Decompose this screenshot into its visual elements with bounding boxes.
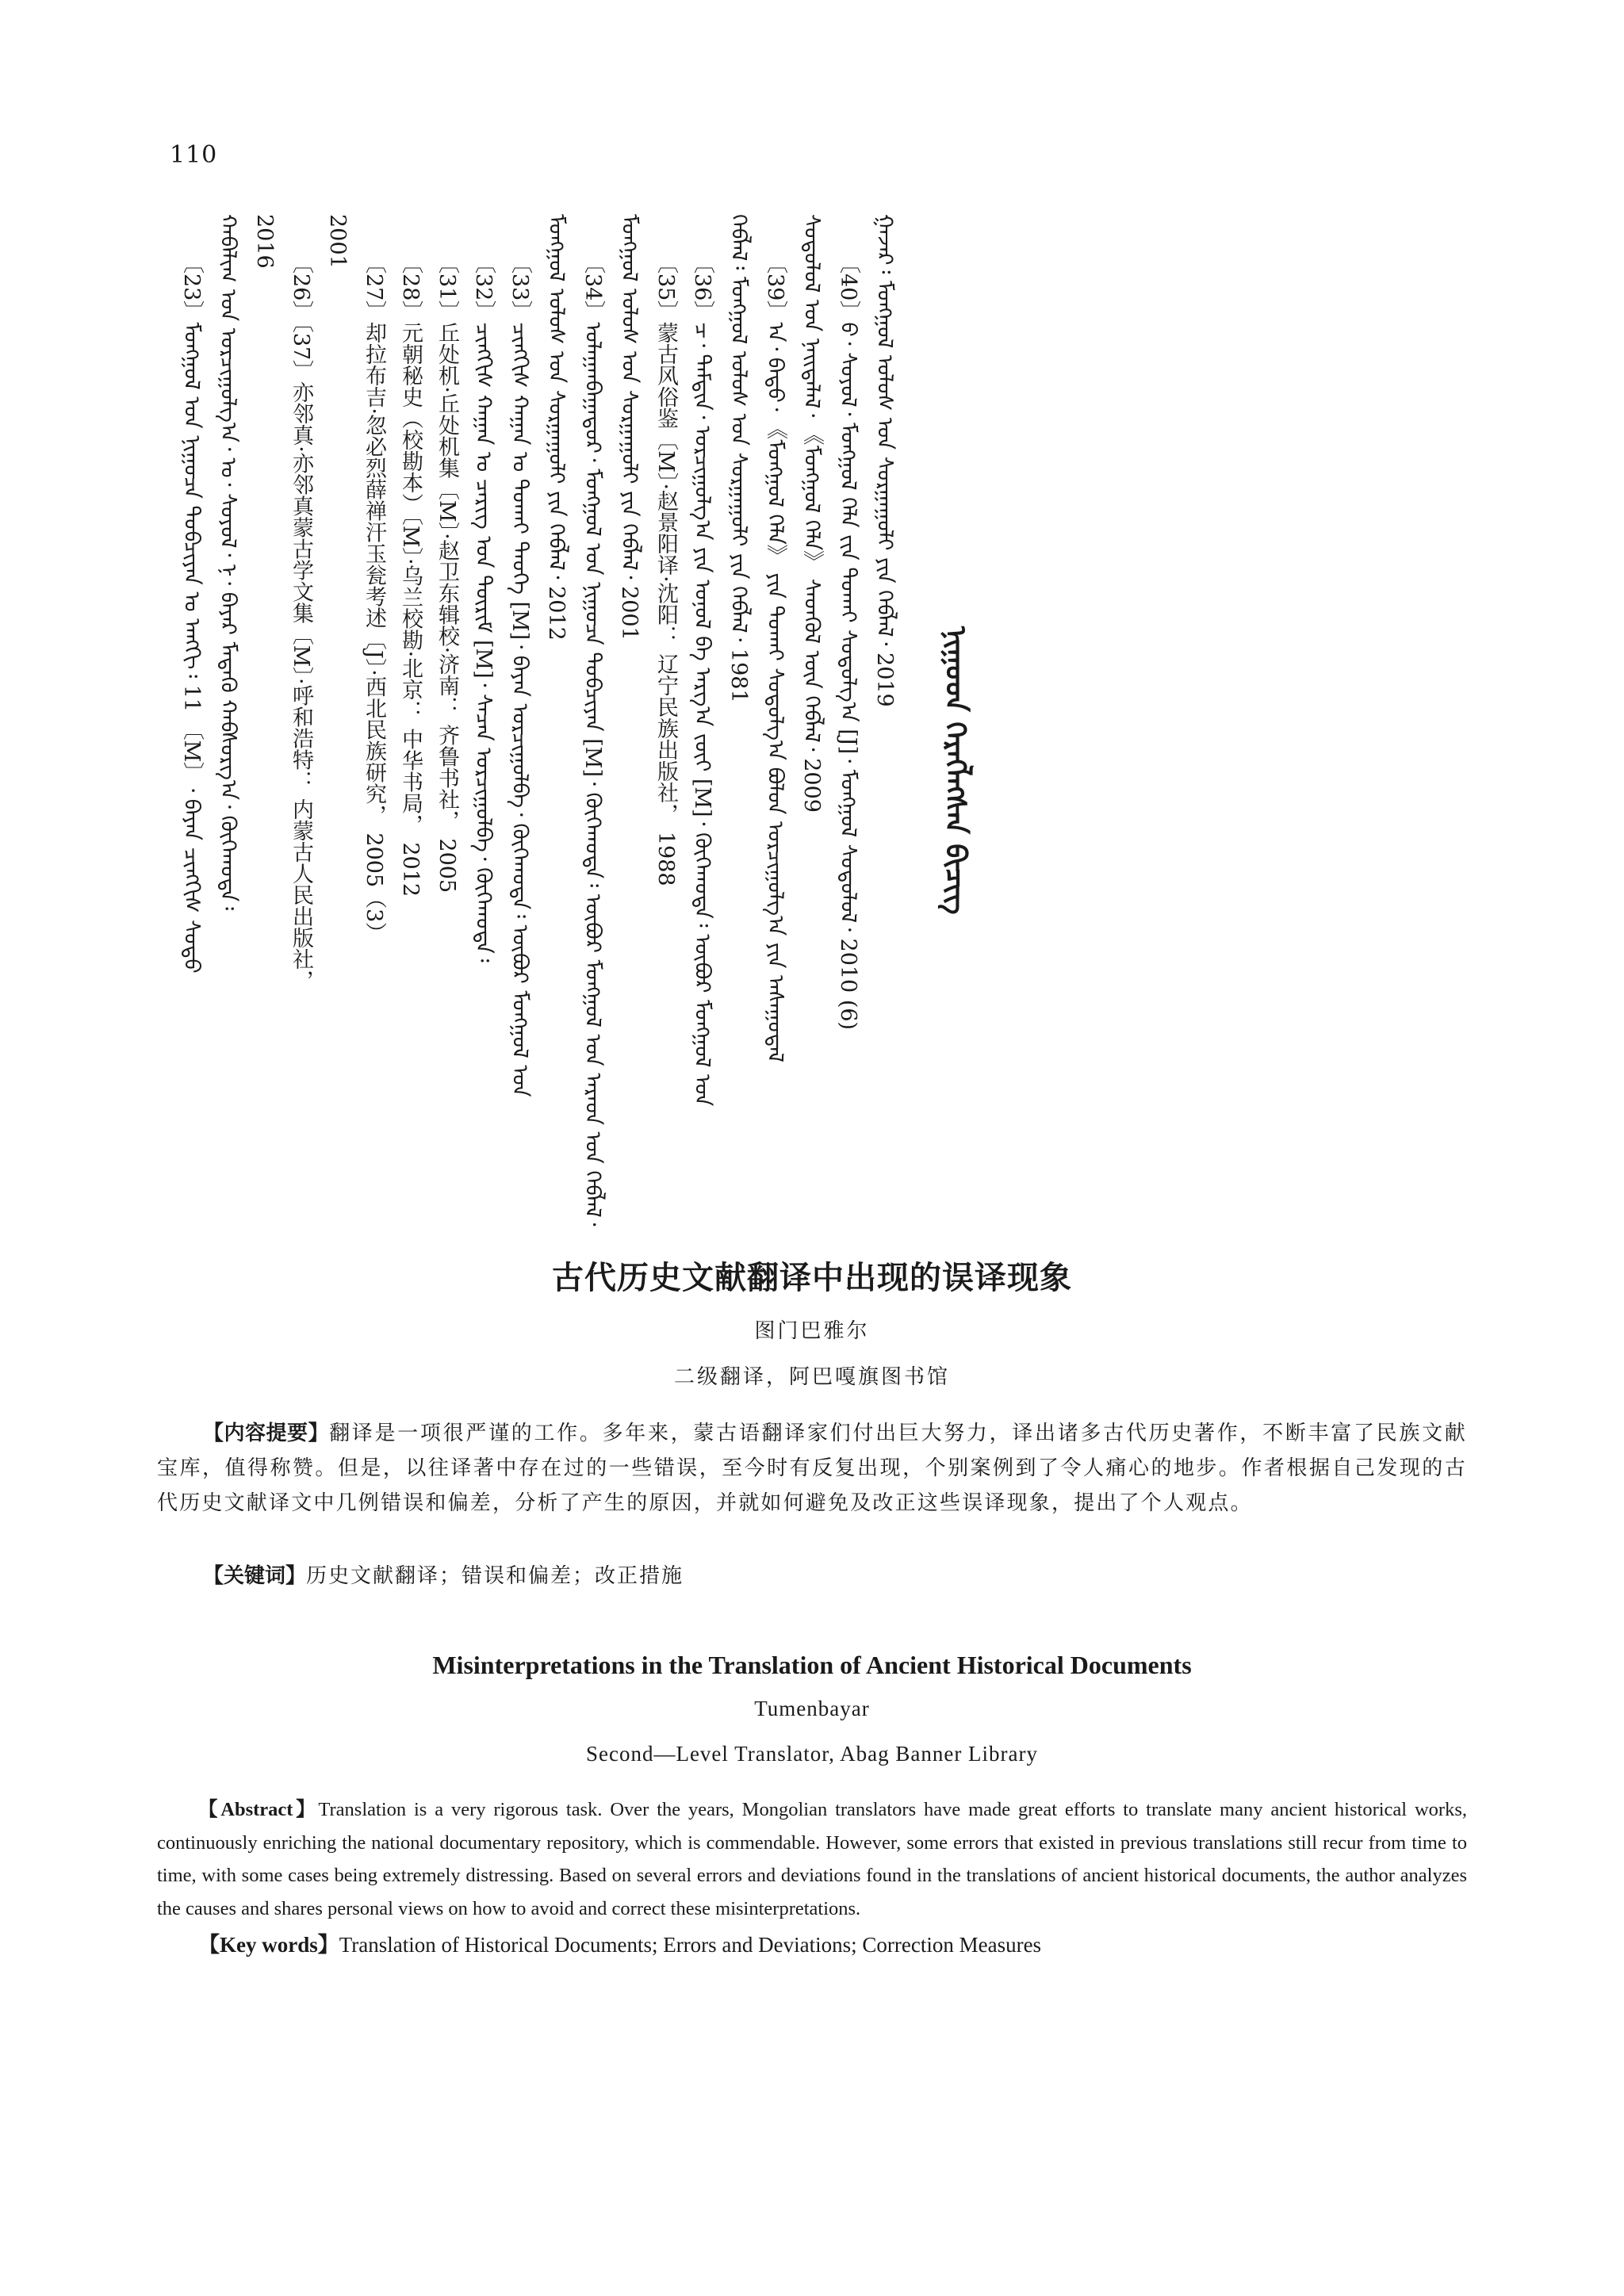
reference-item: 〔31〕丘处机·丘处机集〔M〕·赵卫东辑校·济南： 齐鲁书社， 2005: [435, 252, 459, 894]
chinese-abstract-text: 翻译是一项很严谨的工作。多年来，蒙古语翻译家们付出巨大努力，译出诸多古代历史著作，不断丰富了民族文献宝库，值得称赞。但是，以往译著中存在过的一些错误，至今时有反复出现，个别案例到了令人痛心的地步。作者根据自己发现的古代历史文献译文中几例错误和偏差，分析了产生的原因，并就如何避免及改正这些误译现象，提出了个人观点。: [157, 1422, 1467, 1515]
reference-item: ᠭᠠᠵᠠᠷ᠄ ᠮᠣᠩᠭᠣᠯ ᠤᠯᠤᠰ ᠤᠨ ᠰᠤᠷᠭᠠᠭᠤᠯᠢ ᠶᠢᠨ ᠬᠡᠪᠯᠡᠯ᠂ 2019: [872, 214, 897, 707]
english-keywords-text: Translation of Historical Documents; Errors and Deviations; Correction Measures: [339, 1933, 1042, 1957]
chinese-author: 图门巴雅尔: [754, 1319, 870, 1343]
chinese-title: 古代历史文献翻译中出现的误译现象: [552, 1259, 1072, 1296]
reference-item: 〔28〕元朝秘史（校勘本）〔M〕·乌兰校勘·北京： 中华书局， 2012: [398, 252, 423, 897]
chinese-keywords-text: 历史文献翻译；错误和偏差；改正措施: [306, 1564, 684, 1588]
chinese-affiliation: 二级翻译，阿巴嘎旗图书馆: [673, 1365, 950, 1389]
references-heading: ᠨᠢᠭᠤᠳ ᠬᠡᠷᠡᠭᠯᠡᠭᠰᠡᠨ ᠪᠢᠴᠢᠭ: [939, 626, 972, 915]
reference-item: 〔35〕蒙古风俗鉴〔M〕·赵景阳译·沈阳： 辽宁民族出版社， 1988: [653, 252, 678, 886]
reference-item: 〔36〕ᠴ᠂ ᠳᠠᠮᠳᠢᠨ᠂ ᠣᠷᠴᠢᠭᠤᠯᠭ᠎ᠠ ᠶᠢᠨ ᠣᠨᠣᠯ ᠪᠠ ᠠᠷᠭ᠎ᠠ ᠵᠦᠢ [M]᠂ ᠬᠥᠬᠡᠬᠣᠲᠠ᠄ ᠥᠪᠦᠷ ᠮᠣᠩᠭᠣᠯ ᠤᠨ: [690, 252, 714, 1107]
chinese-keywords-label: 【关键词】: [203, 1564, 307, 1588]
english-author: Tumenbayar: [754, 1697, 870, 1720]
reference-item: ᠮᠣᠩᠭᠣᠯ ᠤᠯᠤᠰ ᠤᠨ ᠰᠤᠷᠭᠠᠭᠤᠯᠢ ᠶᠢᠨ ᠬᠡᠪᠯᠡᠯ᠂ 2001: [617, 214, 642, 641]
reference-item: 〔27〕却拉布吉·忽必烈薛禅汗玉瓮考述〔J〕·西北民族研究， 2005（3）: [362, 252, 386, 944]
reference-item: 〔33〕ᠴᠢᠩᠭᠢᠰ ᠬᠠᠭᠠᠨ ᠤ ᠲᠤᠬᠠᠢ ᠲᠡᠦᠬᠡ [M]᠂ ᠪᠠᠶᠠᠨ ᠣᠷᠴᠢᠭᠤᠯᠪᠠ᠂ ᠬᠥᠬᠡᠬᠣᠲᠠ᠄ ᠥᠪᠦᠷ ᠮᠣᠩᠭᠣᠯ ᠤᠨ: [508, 252, 532, 1097]
reference-item: 2016: [252, 214, 277, 269]
reference-item: 〔39〕ᠠ᠂ ᠪᠠᠲᠤ᠂ 《ᠮᠣᠩᠭᠣᠯ ᠬᠡᠯᠡ》 ᠶᠢᠨ ᠲᠤᠬᠠᠢ ᠰᠤᠳᠤᠯᠭ᠎ᠠ ᠪᠣᠯᠤᠨ ᠣᠷᠴᠢᠭᠤᠯᠭ᠎ᠠ ᠶᠢᠨ ᠠᠰᠠᠭᠤᠳᠠᠯ: [763, 252, 787, 1062]
reference-item: 2001: [325, 214, 350, 269]
english-keywords-label: 【Key words】: [198, 1933, 339, 1957]
reference-item: 〔32〕ᠴᠢᠩᠭᠢᠰ ᠬᠠᠭᠠᠨ ᠤ ᠴᠡᠷᠢᠭ ᠤᠨ ᠳᠦᠷᠢᠮ [M]᠂ ᠰᠡᠴᠡᠨ ᠣᠷᠴᠢᠭᠤᠯᠪᠠ᠂ ᠬᠥᠬᠡᠬᠣᠲᠠ᠄: [471, 252, 496, 962]
chinese-keywords: [157, 1559, 1467, 1594]
reference-item: ᠰᠤᠳᠤᠯᠤᠯ ᠤᠨ ᠨᠡᠢᠲᠡᠯᠡᠯ᠂ 《ᠮᠣᠩᠭᠣᠯ ᠬᠡᠯᠡ》 ᠰᠡᠳᠬᠦᠯ ᠦᠨ ᠬᠡᠪᠯᠡᠯ᠂ 2009: [799, 214, 824, 813]
english-keywords: [157, 1928, 1467, 1961]
reference-item: 〔34〕ᠤᠯᠠᠭᠠᠨᠪᠠᠭᠠᠲᠤᠷ᠂ ᠮᠣᠩᠭᠣᠯ ᠤᠨ ᠨᠢᠭᠤᠴᠠ ᠲᠣᠪᠴᠢᠶᠠᠨ [M]᠂ ᠬᠥᠬᠡᠬᠣᠲᠠ᠄ ᠥᠪᠦᠷ ᠮᠣᠩᠭᠣᠯ ᠤᠨ ᠠᠷᠠᠳ ᠤᠨ ᠬᠡᠪᠯᠡᠯ᠂: [580, 252, 605, 1226]
english-abstract-text: Translation is a very rigorous task. Over the years, Mongolian translators have made great efforts to translate many ancient historical works, continuously enriching the national documentary repository, which is commendable. However, some errors that existed in previous translations still recur from time to time, with some cases being extremely distressing. Based on several errors and deviations found in the translations of ancient historical documents, the author analyzes the causes and shares personal views on how to avoid and correct these misinterpretations.: [157, 1799, 1467, 1919]
reference-item: ᠬᠡᠪᠯᠡᠯ᠄ ᠮᠣᠩᠭᠣᠯ ᠤᠯᠤᠰ ᠤᠨ ᠰᠤᠷᠭᠠᠭᠤᠯᠢ ᠶᠢᠨ ᠬᠡᠪᠯᠡᠯ᠂ 1981: [726, 214, 751, 703]
chinese-abstract-label: 【内容提要】: [203, 1422, 330, 1445]
english-affiliation: Second—Level Translator, Abag Banner Library: [585, 1742, 1039, 1766]
reference-list: [163, 214, 991, 1226]
english-abstract-label: 【Abstract】: [198, 1799, 319, 1820]
page-number: 110: [170, 141, 218, 169]
reference-item: 〔26〕〔37〕亦邻真·亦邻真蒙古学文集〔M〕·呼和浩特： 内蒙古人民出版社，: [289, 252, 313, 992]
english-abstract: [157, 1793, 1467, 1925]
english-title: Misinterpretations in the Translation of Ancient Historical Documents: [432, 1651, 1192, 1679]
reference-item: 〔23〕ᠮᠣᠩᠭᠣᠯ ᠤᠨ ᠨᠢᠭᠤᠴᠠ ᠲᠣᠪᠴᠢᠶᠠᠨ ᠤ ᠠᠩᠭᠢ᠄ 11 〔M〕᠂ ᠪᠠᠶᠠᠨ ᠴᠢᠩᠭᠢᠰ ᠰᠤᠳᠤ: [179, 252, 204, 974]
reference-item: 〔40〕ᠪ᠂ ᠰᠣᠶᠣᠯ᠂ ᠮᠣᠩᠭᠣᠯ ᠬᠡᠯᠡ ᠵᠢᠨ ᠲᠤᠬᠠᠢ ᠰᠤᠳᠤᠯᠭ᠎ᠠ [J]᠂ ᠮᠣᠩᠭᠣᠯ ᠰᠤᠳᠤᠯᠤᠯ᠂ 2010 (6): [836, 252, 860, 1031]
chinese-abstract: [157, 1416, 1467, 1521]
reference-item: ᠮᠣᠩᠭᠣᠯ ᠤᠯᠤᠰ ᠤᠨ ᠰᠤᠷᠭᠠᠭᠤᠯᠢ ᠶᠢᠨ ᠬᠡᠪᠯᠡᠯ᠂ 2012: [544, 214, 569, 641]
reference-item: ᠬᠠᠪᠠᠯᠢᠭ ᠤᠨ ᠣᠷᠴᠢᠭᠤᠯᠭ᠎ᠠ᠂ ᠣ᠂ ᠰᠤᠶᠣᠯ᠂ ᠨ᠂ ᠪᠠᠶᠠᠷ ᠮᠡᠳᠡᠬᠦ ᠬᠠᠪᠰᠤᠷᠭ᠎ᠠ᠂ ᠬᠥᠬᠡᠬᠣᠲᠠ᠄: [216, 214, 240, 911]
